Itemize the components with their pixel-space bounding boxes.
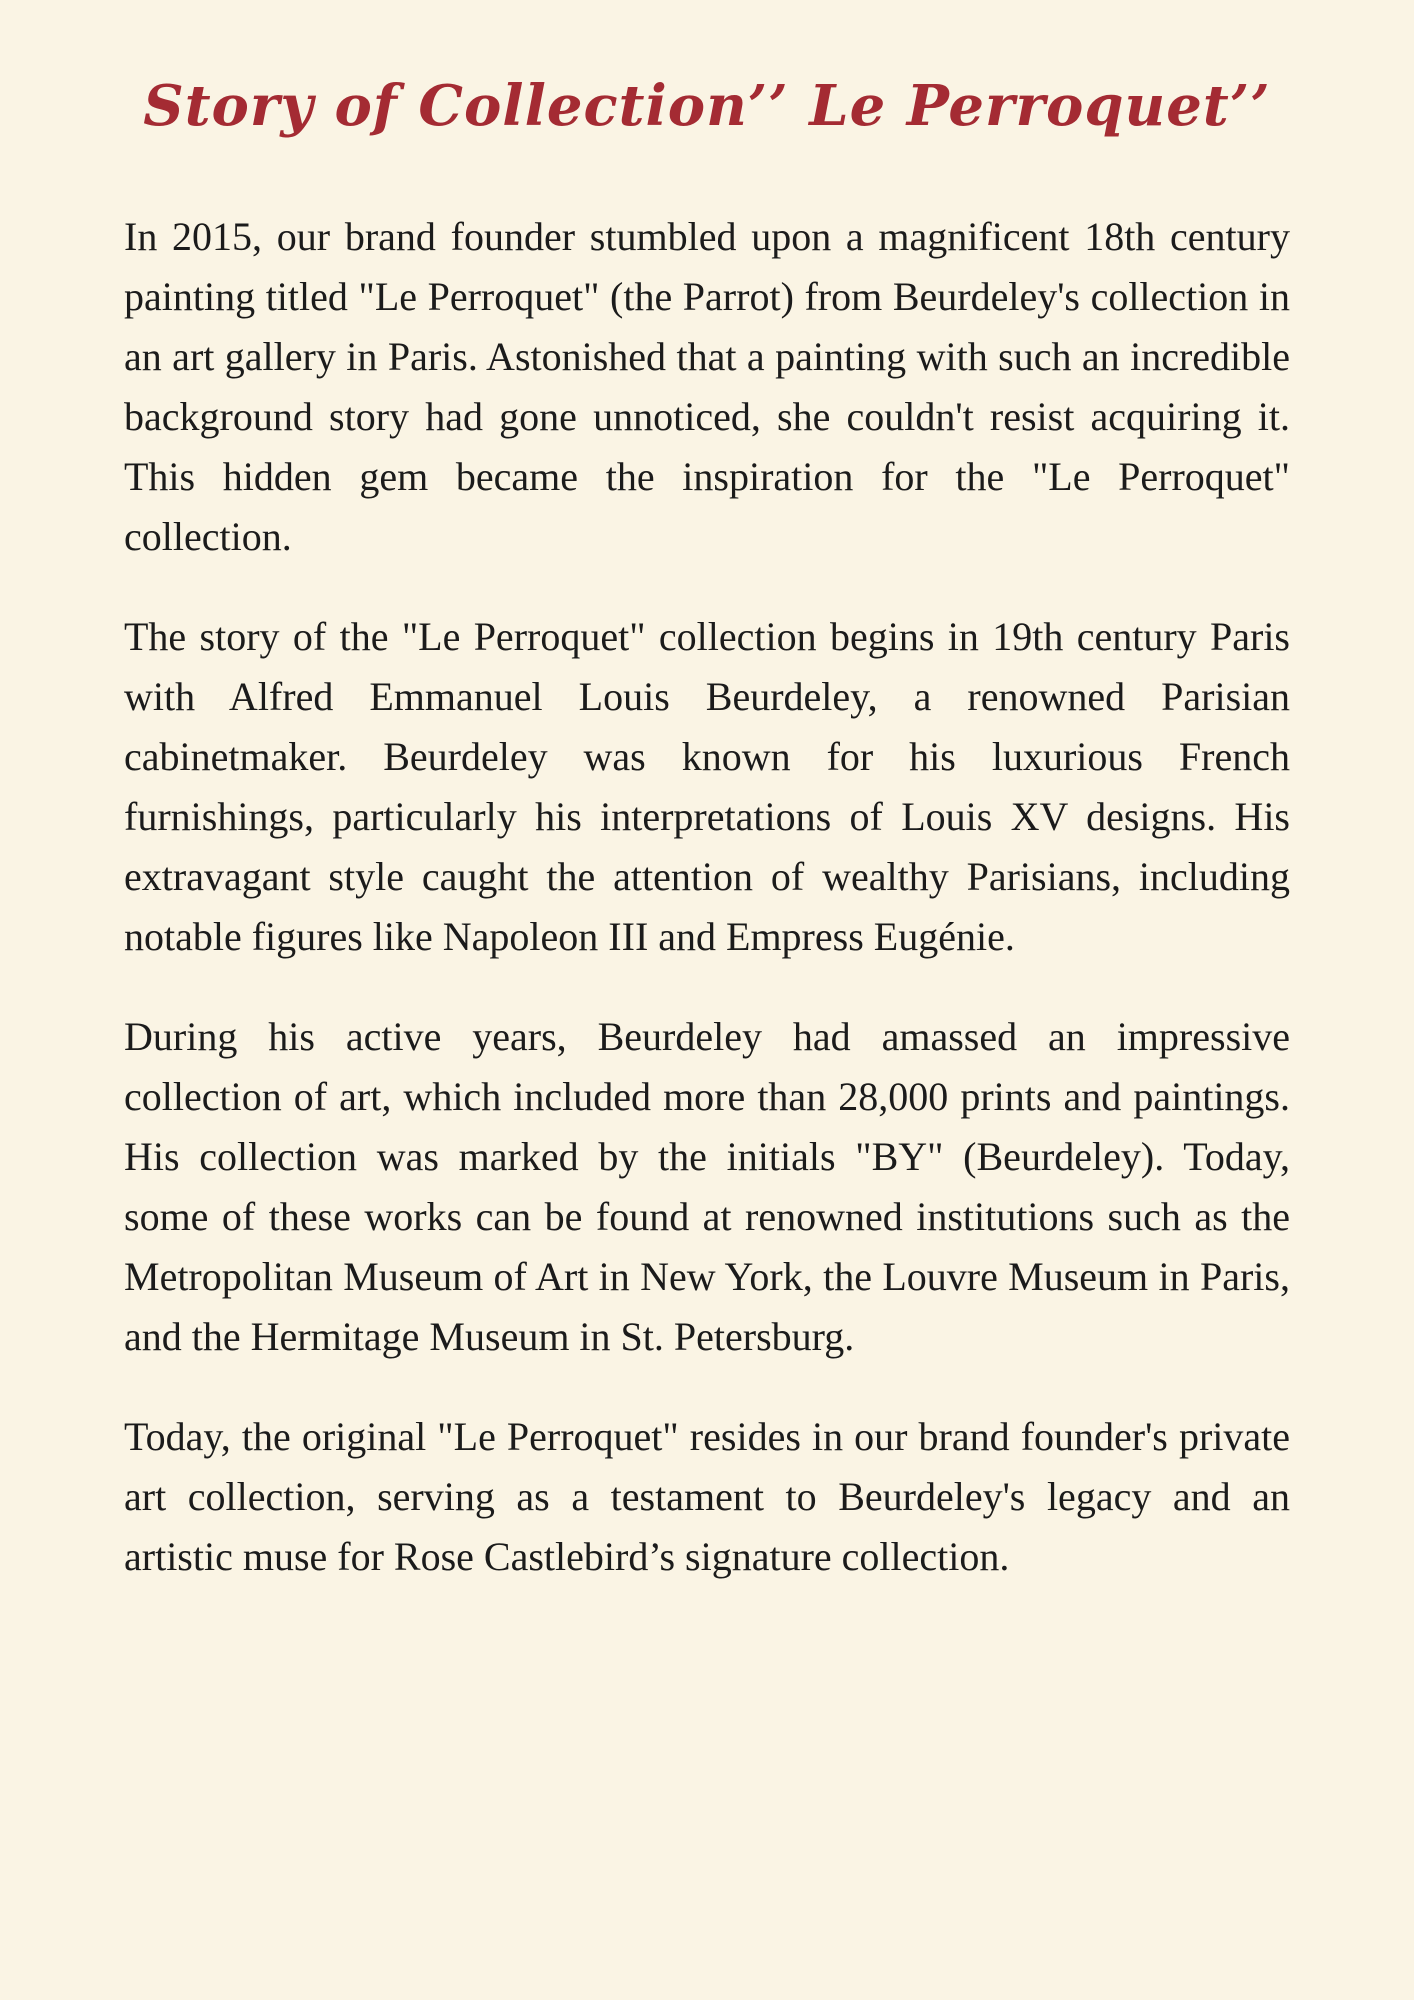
paragraph-3: During his active years, Beurdeley had amassed an impressive collection of art, which included more than 28,000 prints and paintings. His collection was marked by the initials "BY" (Beurdeley). Today, some of these works can be found at renowned institutions such as the Metropolitan Museum of Art in New York, the Louvre Museum in Paris, and the Hermitage Museum in St. Petersburg. <box>124 1013 1290 1359</box>
paragraph-2: The story of the "Le Perroquet" collection begins in 19th century Paris with Alfred Emmanuel Louis Beurdeley, a renowned Parisian cabinetmaker. Beurdeley was known for his luxurious French furnishings, particularly his interpretations of Louis XV designs. His extravagant style caught the attention of wealthy Parisians, including notable figures like Napoleon III and Empress Eugénie. <box>124 613 1290 959</box>
paragraph-1: In 2015, our brand founder stumbled upon a magnificent 18th century painting titled "Le Perroquet" (the Parrot) from Beurdeley's collection in an art gallery in Paris. Astonished that a painting with such an incredible background story had gone unnoticed, she couldn't resist acquiring it. This hidden gem became the inspiration for the "Le Perroquet" collection. <box>124 213 1290 559</box>
article-body <box>124 207 1290 1587</box>
page-title: Story of Collection’’ Le Perroquet’’ <box>143 73 1271 139</box>
paragraph-4: Today, the original "Le Perroquet" resides in our brand founder's private art collection, serving as a testament to Beurdeley's legacy and an artistic muse for Rose Castlebird’s signature collection. <box>124 1413 1290 1579</box>
